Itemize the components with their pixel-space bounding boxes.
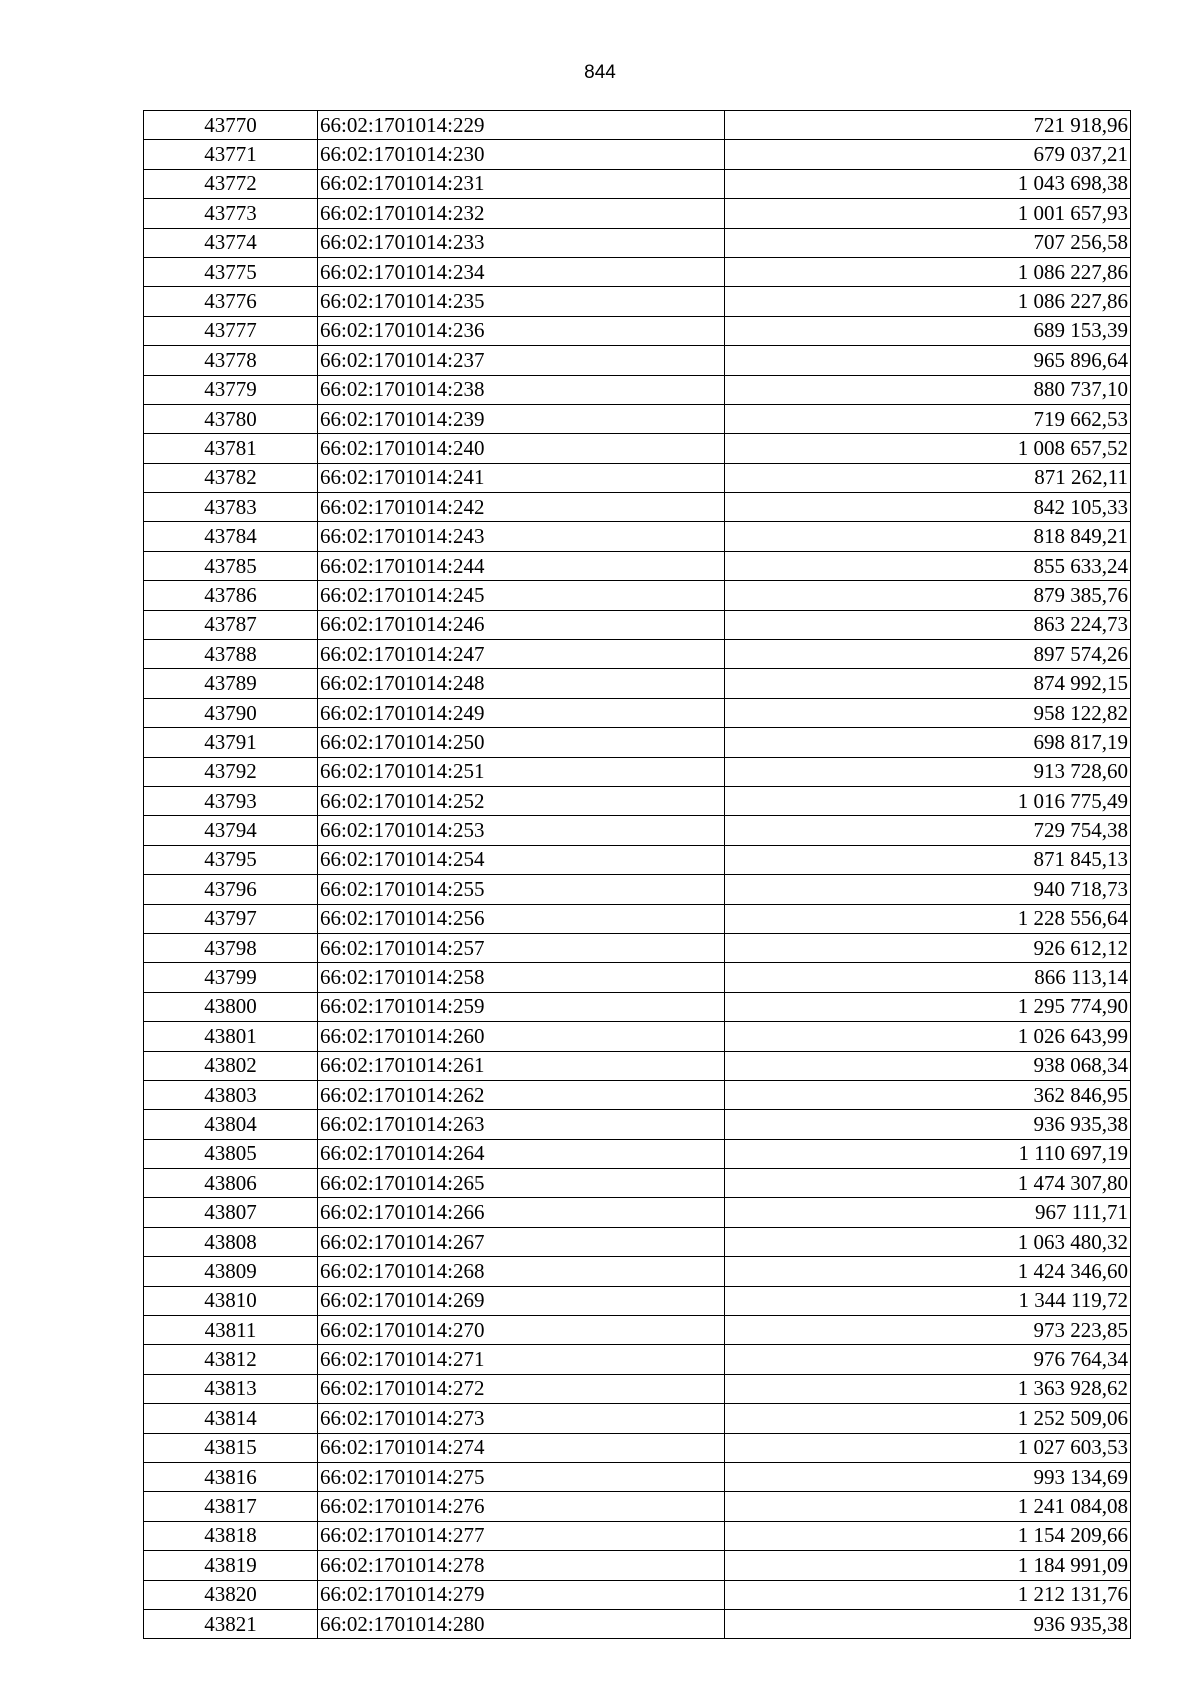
cadastral-number-cell: 66:02:1701014:243 bbox=[318, 522, 725, 551]
table-row bbox=[144, 1286, 1131, 1315]
table-row bbox=[144, 1080, 1131, 1109]
value-cell: 938 068,34 bbox=[725, 1051, 1131, 1080]
value-cell: 940 718,73 bbox=[725, 875, 1131, 904]
cadastral-number-cell: 66:02:1701014:278 bbox=[318, 1551, 725, 1580]
table-row bbox=[144, 493, 1131, 522]
table-row bbox=[144, 1374, 1131, 1403]
cadastral-number-cell: 66:02:1701014:239 bbox=[318, 404, 725, 433]
cadastral-number-cell: 66:02:1701014:275 bbox=[318, 1462, 725, 1491]
table-row bbox=[144, 1198, 1131, 1227]
cadastral-number-cell: 66:02:1701014:254 bbox=[318, 845, 725, 874]
cadastral-number-cell: 66:02:1701014:261 bbox=[318, 1051, 725, 1080]
table-row bbox=[144, 610, 1131, 639]
row-number-cell: 43803 bbox=[144, 1080, 318, 1109]
value-cell: 965 896,64 bbox=[725, 346, 1131, 375]
cadastral-number-cell: 66:02:1701014:267 bbox=[318, 1227, 725, 1256]
row-number-cell: 43772 bbox=[144, 169, 318, 198]
table-row bbox=[144, 816, 1131, 845]
value-cell: 1 110 697,19 bbox=[725, 1139, 1131, 1168]
value-cell: 973 223,85 bbox=[725, 1316, 1131, 1345]
value-cell: 866 113,14 bbox=[725, 963, 1131, 992]
value-cell: 871 845,13 bbox=[725, 845, 1131, 874]
cadastral-number-cell: 66:02:1701014:259 bbox=[318, 992, 725, 1021]
row-number-cell: 43798 bbox=[144, 933, 318, 962]
value-cell: 1 474 307,80 bbox=[725, 1169, 1131, 1198]
cadastral-number-cell: 66:02:1701014:232 bbox=[318, 199, 725, 228]
cadastral-number-cell: 66:02:1701014:255 bbox=[318, 875, 725, 904]
cadastral-number-cell: 66:02:1701014:249 bbox=[318, 698, 725, 727]
table-row bbox=[144, 404, 1131, 433]
row-number-cell: 43778 bbox=[144, 346, 318, 375]
row-number-cell: 43815 bbox=[144, 1433, 318, 1462]
cadastral-number-cell: 66:02:1701014:250 bbox=[318, 728, 725, 757]
registry-table bbox=[143, 110, 1131, 1639]
row-number-cell: 43771 bbox=[144, 140, 318, 169]
table-row bbox=[144, 434, 1131, 463]
table-row bbox=[144, 581, 1131, 610]
table-row bbox=[144, 698, 1131, 727]
cadastral-number-cell: 66:02:1701014:258 bbox=[318, 963, 725, 992]
table-row bbox=[144, 199, 1131, 228]
cadastral-number-cell: 66:02:1701014:238 bbox=[318, 375, 725, 404]
table-row bbox=[144, 992, 1131, 1021]
row-number-cell: 43789 bbox=[144, 669, 318, 698]
table-row bbox=[144, 111, 1131, 140]
row-number-cell: 43790 bbox=[144, 698, 318, 727]
row-number-cell: 43821 bbox=[144, 1609, 318, 1638]
table-row bbox=[144, 257, 1131, 286]
table-row bbox=[144, 551, 1131, 580]
value-cell: 879 385,76 bbox=[725, 581, 1131, 610]
table-row bbox=[144, 140, 1131, 169]
row-number-cell: 43779 bbox=[144, 375, 318, 404]
value-cell: 880 737,10 bbox=[725, 375, 1131, 404]
table-row bbox=[144, 963, 1131, 992]
value-cell: 729 754,38 bbox=[725, 816, 1131, 845]
row-number-cell: 43805 bbox=[144, 1139, 318, 1168]
cadastral-number-cell: 66:02:1701014:272 bbox=[318, 1374, 725, 1403]
value-cell: 1 008 657,52 bbox=[725, 434, 1131, 463]
table-row bbox=[144, 1521, 1131, 1550]
table-row bbox=[144, 169, 1131, 198]
cadastral-number-cell: 66:02:1701014:256 bbox=[318, 904, 725, 933]
cadastral-number-cell: 66:02:1701014:262 bbox=[318, 1080, 725, 1109]
cadastral-number-cell: 66:02:1701014:277 bbox=[318, 1521, 725, 1550]
row-number-cell: 43819 bbox=[144, 1551, 318, 1580]
cadastral-number-cell: 66:02:1701014:279 bbox=[318, 1580, 725, 1609]
cadastral-number-cell: 66:02:1701014:246 bbox=[318, 610, 725, 639]
value-cell: 913 728,60 bbox=[725, 757, 1131, 786]
cadastral-number-cell: 66:02:1701014:237 bbox=[318, 346, 725, 375]
table-row bbox=[144, 1051, 1131, 1080]
cadastral-number-cell: 66:02:1701014:233 bbox=[318, 228, 725, 257]
table-row bbox=[144, 316, 1131, 345]
value-cell: 1 228 556,64 bbox=[725, 904, 1131, 933]
cadastral-number-cell: 66:02:1701014:240 bbox=[318, 434, 725, 463]
value-cell: 967 111,71 bbox=[725, 1198, 1131, 1227]
row-number-cell: 43816 bbox=[144, 1462, 318, 1491]
cadastral-number-cell: 66:02:1701014:247 bbox=[318, 640, 725, 669]
value-cell: 993 134,69 bbox=[725, 1462, 1131, 1491]
row-number-cell: 43818 bbox=[144, 1521, 318, 1550]
cadastral-number-cell: 66:02:1701014:245 bbox=[318, 581, 725, 610]
value-cell: 871 262,11 bbox=[725, 463, 1131, 492]
row-number-cell: 43773 bbox=[144, 199, 318, 228]
cadastral-number-cell: 66:02:1701014:236 bbox=[318, 316, 725, 345]
value-cell: 1 016 775,49 bbox=[725, 786, 1131, 815]
row-number-cell: 43795 bbox=[144, 845, 318, 874]
row-number-cell: 43814 bbox=[144, 1404, 318, 1433]
table-row bbox=[144, 287, 1131, 316]
cadastral-number-cell: 66:02:1701014:260 bbox=[318, 1022, 725, 1051]
value-cell: 362 846,95 bbox=[725, 1080, 1131, 1109]
table-row bbox=[144, 1316, 1131, 1345]
row-number-cell: 43820 bbox=[144, 1580, 318, 1609]
cadastral-number-cell: 66:02:1701014:235 bbox=[318, 287, 725, 316]
value-cell: 707 256,58 bbox=[725, 228, 1131, 257]
cadastral-number-cell: 66:02:1701014:230 bbox=[318, 140, 725, 169]
row-number-cell: 43800 bbox=[144, 992, 318, 1021]
value-cell: 1 086 227,86 bbox=[725, 287, 1131, 316]
value-cell: 1 295 774,90 bbox=[725, 992, 1131, 1021]
row-number-cell: 43774 bbox=[144, 228, 318, 257]
row-number-cell: 43788 bbox=[144, 640, 318, 669]
row-number-cell: 43801 bbox=[144, 1022, 318, 1051]
table-row bbox=[144, 522, 1131, 551]
value-cell: 719 662,53 bbox=[725, 404, 1131, 433]
cadastral-number-cell: 66:02:1701014:251 bbox=[318, 757, 725, 786]
registry-table-body bbox=[144, 111, 1131, 1639]
row-number-cell: 43797 bbox=[144, 904, 318, 933]
value-cell: 1 212 131,76 bbox=[725, 1580, 1131, 1609]
cadastral-number-cell: 66:02:1701014:263 bbox=[318, 1110, 725, 1139]
value-cell: 1 154 209,66 bbox=[725, 1521, 1131, 1550]
table-row bbox=[144, 1345, 1131, 1374]
table-row bbox=[144, 1551, 1131, 1580]
value-cell: 1 063 480,32 bbox=[725, 1227, 1131, 1256]
value-cell: 1 344 119,72 bbox=[725, 1286, 1131, 1315]
table-row bbox=[144, 640, 1131, 669]
row-number-cell: 43793 bbox=[144, 786, 318, 815]
row-number-cell: 43785 bbox=[144, 551, 318, 580]
value-cell: 679 037,21 bbox=[725, 140, 1131, 169]
row-number-cell: 43780 bbox=[144, 404, 318, 433]
row-number-cell: 43775 bbox=[144, 257, 318, 286]
value-cell: 1 184 991,09 bbox=[725, 1551, 1131, 1580]
row-number-cell: 43809 bbox=[144, 1257, 318, 1286]
value-cell: 1 027 603,53 bbox=[725, 1433, 1131, 1462]
table-row bbox=[144, 1139, 1131, 1168]
cadastral-number-cell: 66:02:1701014:264 bbox=[318, 1139, 725, 1168]
table-row bbox=[144, 1462, 1131, 1491]
row-number-cell: 43796 bbox=[144, 875, 318, 904]
table-row bbox=[144, 1022, 1131, 1051]
value-cell: 1 363 928,62 bbox=[725, 1374, 1131, 1403]
cadastral-number-cell: 66:02:1701014:266 bbox=[318, 1198, 725, 1227]
value-cell: 936 935,38 bbox=[725, 1110, 1131, 1139]
value-cell: 818 849,21 bbox=[725, 522, 1131, 551]
cadastral-number-cell: 66:02:1701014:273 bbox=[318, 1404, 725, 1433]
cadastral-number-cell: 66:02:1701014:244 bbox=[318, 551, 725, 580]
value-cell: 936 935,38 bbox=[725, 1609, 1131, 1638]
cadastral-number-cell: 66:02:1701014:270 bbox=[318, 1316, 725, 1345]
table-row bbox=[144, 228, 1131, 257]
row-number-cell: 43806 bbox=[144, 1169, 318, 1198]
cadastral-number-cell: 66:02:1701014:257 bbox=[318, 933, 725, 962]
row-number-cell: 43813 bbox=[144, 1374, 318, 1403]
value-cell: 958 122,82 bbox=[725, 698, 1131, 727]
row-number-cell: 43810 bbox=[144, 1286, 318, 1315]
row-number-cell: 43804 bbox=[144, 1110, 318, 1139]
row-number-cell: 43770 bbox=[144, 111, 318, 140]
value-cell: 976 764,34 bbox=[725, 1345, 1131, 1374]
table-row bbox=[144, 346, 1131, 375]
table-row bbox=[144, 1580, 1131, 1609]
value-cell: 689 153,39 bbox=[725, 316, 1131, 345]
row-number-cell: 43784 bbox=[144, 522, 318, 551]
page-number: 844 bbox=[584, 62, 616, 83]
table-row bbox=[144, 1433, 1131, 1462]
table-row bbox=[144, 757, 1131, 786]
row-number-cell: 43807 bbox=[144, 1198, 318, 1227]
cadastral-number-cell: 66:02:1701014:242 bbox=[318, 493, 725, 522]
table-row bbox=[144, 875, 1131, 904]
row-number-cell: 43802 bbox=[144, 1051, 318, 1080]
row-number-cell: 43787 bbox=[144, 610, 318, 639]
table-row bbox=[144, 1227, 1131, 1256]
table-row bbox=[144, 669, 1131, 698]
row-number-cell: 43783 bbox=[144, 493, 318, 522]
cadastral-number-cell: 66:02:1701014:280 bbox=[318, 1609, 725, 1638]
cadastral-number-cell: 66:02:1701014:276 bbox=[318, 1492, 725, 1521]
row-number-cell: 43794 bbox=[144, 816, 318, 845]
value-cell: 863 224,73 bbox=[725, 610, 1131, 639]
cadastral-number-cell: 66:02:1701014:253 bbox=[318, 816, 725, 845]
value-cell: 1 241 084,08 bbox=[725, 1492, 1131, 1521]
cadastral-number-cell: 66:02:1701014:248 bbox=[318, 669, 725, 698]
table-row bbox=[144, 786, 1131, 815]
cadastral-number-cell: 66:02:1701014:271 bbox=[318, 1345, 725, 1374]
value-cell: 1 026 643,99 bbox=[725, 1022, 1131, 1051]
table-row bbox=[144, 1492, 1131, 1521]
cadastral-number-cell: 66:02:1701014:229 bbox=[318, 111, 725, 140]
value-cell: 842 105,33 bbox=[725, 493, 1131, 522]
row-number-cell: 43817 bbox=[144, 1492, 318, 1521]
cadastral-number-cell: 66:02:1701014:268 bbox=[318, 1257, 725, 1286]
row-number-cell: 43782 bbox=[144, 463, 318, 492]
value-cell: 926 612,12 bbox=[725, 933, 1131, 962]
table-row bbox=[144, 845, 1131, 874]
value-cell: 1 001 657,93 bbox=[725, 199, 1131, 228]
value-cell: 855 633,24 bbox=[725, 551, 1131, 580]
row-number-cell: 43808 bbox=[144, 1227, 318, 1256]
cadastral-number-cell: 66:02:1701014:274 bbox=[318, 1433, 725, 1462]
value-cell: 698 817,19 bbox=[725, 728, 1131, 757]
value-cell: 721 918,96 bbox=[725, 111, 1131, 140]
row-number-cell: 43811 bbox=[144, 1316, 318, 1345]
table-row bbox=[144, 1404, 1131, 1433]
table-row bbox=[144, 728, 1131, 757]
cadastral-number-cell: 66:02:1701014:252 bbox=[318, 786, 725, 815]
table-row bbox=[144, 1110, 1131, 1139]
row-number-cell: 43799 bbox=[144, 963, 318, 992]
row-number-cell: 43812 bbox=[144, 1345, 318, 1374]
value-cell: 874 992,15 bbox=[725, 669, 1131, 698]
table-row bbox=[144, 1257, 1131, 1286]
value-cell: 897 574,26 bbox=[725, 640, 1131, 669]
table-row bbox=[144, 463, 1131, 492]
row-number-cell: 43792 bbox=[144, 757, 318, 786]
cadastral-number-cell: 66:02:1701014:234 bbox=[318, 257, 725, 286]
cadastral-number-cell: 66:02:1701014:231 bbox=[318, 169, 725, 198]
cadastral-number-cell: 66:02:1701014:241 bbox=[318, 463, 725, 492]
cadastral-number-cell: 66:02:1701014:269 bbox=[318, 1286, 725, 1315]
cadastral-number-cell: 66:02:1701014:265 bbox=[318, 1169, 725, 1198]
table-row bbox=[144, 904, 1131, 933]
row-number-cell: 43776 bbox=[144, 287, 318, 316]
table-row bbox=[144, 375, 1131, 404]
row-number-cell: 43777 bbox=[144, 316, 318, 345]
value-cell: 1 252 509,06 bbox=[725, 1404, 1131, 1433]
value-cell: 1 424 346,60 bbox=[725, 1257, 1131, 1286]
table-row bbox=[144, 933, 1131, 962]
value-cell: 1 043 698,38 bbox=[725, 169, 1131, 198]
table-row bbox=[144, 1609, 1131, 1638]
table-row bbox=[144, 1169, 1131, 1198]
row-number-cell: 43781 bbox=[144, 434, 318, 463]
row-number-cell: 43786 bbox=[144, 581, 318, 610]
row-number-cell: 43791 bbox=[144, 728, 318, 757]
value-cell: 1 086 227,86 bbox=[725, 257, 1131, 286]
